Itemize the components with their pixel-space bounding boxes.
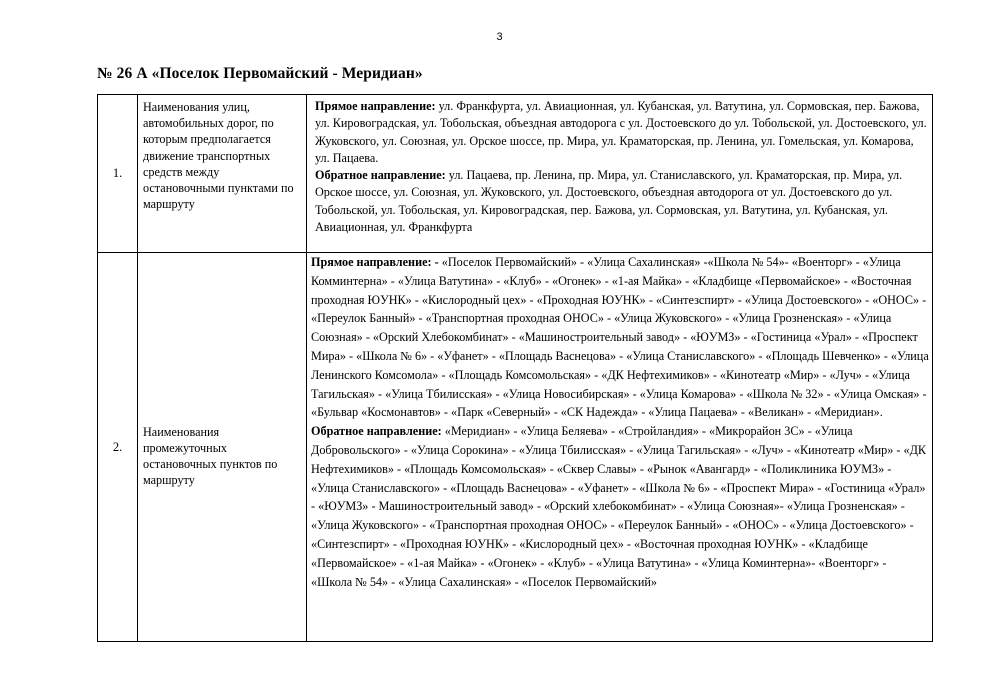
forward-direction-label: Прямое направление: bbox=[315, 99, 436, 113]
row-number: 2. bbox=[98, 253, 138, 642]
forward-direction-label: Прямое направление: - bbox=[311, 255, 442, 269]
reverse-direction-label: Обратное направление: bbox=[315, 168, 446, 183]
row-description bbox=[307, 253, 933, 642]
table-row bbox=[98, 253, 933, 642]
route-table bbox=[97, 94, 933, 642]
row-number: 1. bbox=[98, 95, 138, 253]
row-heading: Наименования улиц, автомобильных дорог, по которым предполагается движение транспортных средств между остановочными пунктами по маршруту bbox=[138, 95, 307, 253]
page-number: 3 bbox=[496, 31, 503, 43]
forward-direction-text: «Поселок Первомайский» - «Улица Сахалинская» -«Школа № 54»- «Военторг» - «Улица Комминтерна» - «Улица Ватутина» - «Клуб» - «Огонек» - «1-ая Майка» - «Кладбище «Первомайское» - «Восточная проходная ЮУНК» - «Кислородный цех» - «Проходная ЮУНК» - «Синтезспирт» - «Улица Достоевского» - «ОНОС» - «Переулок Банный» - «Транспортная проходная ОНОС» - «Улица Жуковского» - «Улица Грозненская» - «Улица Союзная» - «Орский Хлебокомбинат» - «Машиностроительный завод» - «ЮУМЗ» - «Гостиница «Урал» - «Проспект Мира» - «Школа № 6» - «Уфанет» - «Площадь Васнецова» - «Улица Станиславского» - «Площадь Шевченко» - «Улица Ленинского Комсомола» - «Площадь Комсомольская» - «ДК Нефтехимиков» - «Кинотеатр «Мир» - «Луч» - «Улица Тагильская» - «Улица Тбилисская» - «Улица Новосибирская» - «Улица Комарова» - «Школа № 32» - «Улица Омская» - «Бульвар «Космонавтов» - «Парк «Северный» - «СК Надежда» - «Улица Пацаева» - «Великан» - «Меридиан». bbox=[311, 255, 929, 420]
row-description bbox=[307, 95, 933, 253]
route-title: № 26 А «Поселок Первомайский - Меридиан» bbox=[97, 65, 423, 82]
reverse-direction-text: ул. Пацаева, пр. Ленина, пр. Мира, ул. Станиславского, ул. Краматорская, пр. Мира, ул. Орское шоссе, ул. Союзная, ул. Жуковского, ул. Достоевского, объездная автодорога от ул. Достоевского до ул. Тобольской, ул. Тобольская, ул. Кировоградская, пер. Бажова, ул. Сормовская, ул. Ватутина, ул. Кубанская, ул. Авиационная, ул. Франкфурта bbox=[315, 168, 903, 235]
forward-direction-text: ул. Франкфурта, ул. Авиационная, ул. Кубанская, ул. Ватутина, ул. Сормовская, пер. Бажова, ул. Кировоградская, ул. Тобольская, объездная автодорога с ул. Достоевского до ул. Тобольской, ул. Достоевского, ул. Жуковского, ул. Союзная, ул. Орское шоссе, пр. Мира, ул. Краматорская, пр. Ленина, ул. Гомельская, ул. Комарова, ул. Пацаева. bbox=[315, 99, 927, 165]
reverse-direction-text: «Меридиан» - «Улица Беляева» - «Стройландия» - «Микрорайон 3С» - «Улица Добровольского» - «Улица Сорокина» - «Улица Тбилисская» - «Улица Тагильская» - «Луч» - «Кинотеатр «Мир» - «ДК Нефтехимиков» - «Площадь Комсомольская» - «Сквер Славы» - «Рынок «Авангард» - «Поликлиника ЮУМЗ» - «Улица Станиславского» - «Площадь Васнецова» - «Уфанет» - «Школа № 6» - «Проспект Мира» - «Гостиница «Урал» - «ЮУМЗ» - Машиностроительный завод» - «Орский хлебокомбинат» - «Улица Союзная»- «Улица Грозненская» - «Улица Жуковского» - «Транспортная проходная ОНОС» - «Переулок Банный» - «ОНОС» - «Улица Достоевского» - «Синтезспирт» - «Проходная ЮУНК» - «Кислородный цех» - «Восточная проходная ЮУНК» - «Кладбище «Первомайское» - «1-ая Майка» - «Огонек» - «Клуб» - «Улица Ватутина» - «Улица Коминтерна»- «Военторг» - «Школа № 54» - «Улица Сахалинская» - «Поселок Первомайский» bbox=[311, 424, 927, 589]
row-heading: Наименования промежуточных остановочных пунктов по маршруту bbox=[138, 253, 307, 642]
reverse-direction-label: Обратное направление: bbox=[311, 424, 442, 439]
table-row bbox=[98, 95, 933, 253]
